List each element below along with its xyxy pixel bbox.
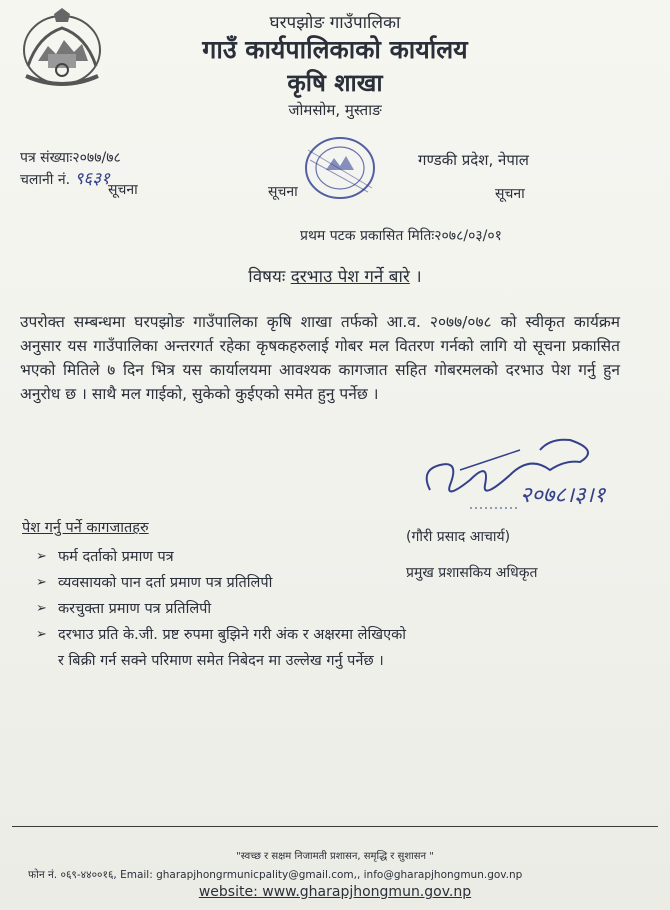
list-item-text: दरभाउ प्रति के.जी. प्रष्ट रुपमा बुझिने गरी अंक र अक्षरमा लेखिएको र बिक्री गर्न सक्ने परिमाण समेत निबेदन मा उल्लेख गर्नु पर्नेछ । bbox=[58, 627, 407, 669]
required-documents-list bbox=[36, 544, 416, 674]
province-name: गण्डकी प्रदेश, नेपाल bbox=[418, 151, 529, 169]
office-address: जोमसोम, मुस्ताङ bbox=[288, 101, 382, 119]
arrow-bullet-icon: ➢ bbox=[36, 601, 47, 616]
footer-website-link[interactable]: website: www.gharapjhongmun.gov.np bbox=[198, 884, 472, 900]
list-item-text: फर्म दर्ताको प्रमाण पत्र bbox=[58, 549, 174, 565]
subject-line bbox=[0, 264, 670, 287]
signer-name: (गौरी प्रसाद आचार्य) bbox=[406, 529, 511, 545]
handwritten-signature bbox=[400, 430, 650, 520]
list-item bbox=[36, 570, 416, 596]
dispatch-number: ९६३१ bbox=[74, 169, 110, 189]
list-item-text: व्यवसायको पान दर्ता प्रमाण पत्र प्रतिलिपी bbox=[58, 575, 273, 591]
notice-body: उपरोक्त सम्बन्धमा घरपझोङ गाउँपालिका कृषि शाखा तर्फको आ.व. २०७७/०७८ को स्वीकृत कार्यक्रम अनुसार यस गाउँपालिका अन्तरगर्त रहेका कृषकहरुलाई गोबर मल वितरण गर्नको लागि यो सूचना प्रकासित भएको मितिले ७ दिन भित्र यस कार्यालयमा आवश्यक कागजात सहित गोबरमलको दरभाउ पेश गर्नु हुन अनुरोध छ । साथै मल गाईको, सुकेको कुईएको समेत हुनु पर्नेछ । bbox=[20, 313, 620, 403]
publication-date: प्रथम पटक प्रकासित मितिः२०७८/०३/०१ bbox=[300, 228, 502, 244]
subject-end: । bbox=[415, 267, 422, 287]
subject-label: विषयः bbox=[248, 267, 286, 287]
footer-divider bbox=[12, 826, 658, 827]
signature-date: २०७८।३।१ bbox=[520, 483, 606, 508]
dispatch-label: चलानी नं. bbox=[20, 172, 71, 188]
arrow-bullet-icon: ➢ bbox=[36, 627, 47, 642]
footer-contact: फोन नं. ०६९-४४००१६, Email: gharapjhongrmunicpality@gmail.com,, info@gharapjhongmun.gov.np bbox=[28, 869, 523, 881]
office-stamp-icon bbox=[290, 130, 390, 202]
signer-title: प्रमुख प्रशासकिय अधिकृत bbox=[406, 565, 538, 581]
municipality-name: घरपझोङ गाउँपालिका bbox=[269, 13, 401, 33]
notice-label-left: सूचना bbox=[108, 182, 138, 198]
notice-label-right: सूचना bbox=[495, 186, 525, 202]
office-name: गाउँ कार्यपालिकाको कार्यालय bbox=[202, 35, 468, 64]
list-item bbox=[36, 544, 416, 570]
notice-label-center: सूचना bbox=[268, 184, 298, 200]
list-item bbox=[36, 596, 416, 622]
dispatch-number-row bbox=[20, 166, 110, 189]
subject-text: दरभाउ पेश गर्ने बारे bbox=[290, 267, 410, 287]
arrow-bullet-icon: ➢ bbox=[36, 575, 47, 590]
footer-motto: "स्वच्छ र सक्षम निजामती प्रशासन, समृद्धि र सुशासन " bbox=[236, 851, 434, 862]
reference-number: पत्र संख्याः२०७७/७८ bbox=[20, 150, 121, 166]
required-documents-heading: पेश गर्नु पर्ने कागजातहरु bbox=[22, 520, 149, 536]
list-item-text: करचुक्ता प्रमाण पत्र प्रतिलिपी bbox=[58, 601, 212, 617]
section-name: कृषि शाखा bbox=[287, 69, 383, 97]
arrow-bullet-icon: ➢ bbox=[36, 549, 47, 564]
list-item bbox=[36, 622, 416, 674]
